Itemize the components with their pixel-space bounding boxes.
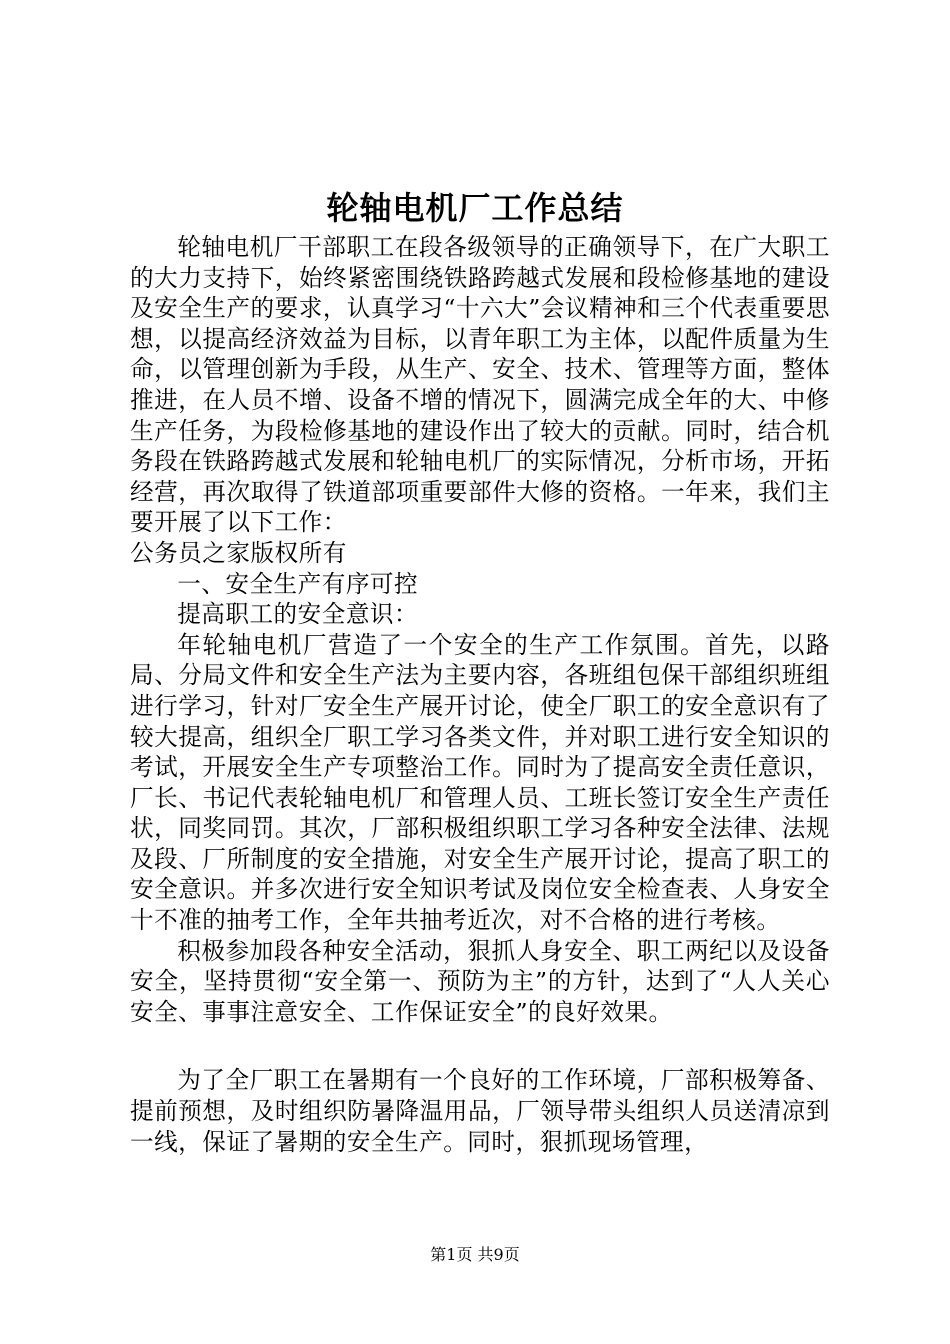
paragraph-safety-atmosphere: 年轮轴电机厂营造了一个安全的生产工作氛围。首先，以路局、分局文件和安全生产法为主要内容，各班组包保干部组织班组进行学习，针对厂安全生产展开讨论，使全厂职工的安全意识有了较大提高，组织全厂职工学习各类文件，并对职工进行安全知识的考试，开展安全生产专项整治工作。同时为了提高安全责任意识，厂长、书记代表轮轴电机厂和管理人员、工班长签订安全生产责任状，同奖同罚。其次，厂部积极组织职工学习各种安全法律、法规及段、厂所制度的安全措施，对安全生产展开讨论，提高了职工的安全意识。并多次进行安全知识考试及岗位安全检查表、人身安全十不准的抽考工作，全年共抽考近次，对不合格的进行考核。 (130, 630, 830, 935)
page-number-footer: 第1页 共9页 (430, 1245, 520, 1264)
subheading-safety-awareness: 提高职工的安全意识： (177, 600, 419, 629)
paragraph-safety-activities: 积极参加段各种安全活动，狠抓人身安全、职工两纪以及设备安全，坚持贯彻“安全第一、预防为主”的方针，达到了“人人关心安全、事事注意安全、工作保证安全”的良好效果。 (130, 936, 830, 1026)
paragraph-intro: 轮轴电机厂干部职工在段各级领导的正确领导下，在广大职工的大力支持下，始终紧密围绕铁路跨越式发展和段检修基地的建设及安全生产的要求，认真学习“十六大”会议精神和三个代表重要思想，以提高经济效益为目标，以青年职工为主体，以配件质量为生命，以管理创新为手段，从生产、安全、技术、管理等方面，整体推进，在人员不增、设备不增的情况下，圆满完成全年的大、中修生产任务，为段检修基地的建设作出了较大的贡献。同时，结合机务段在铁路跨越式发展和轮轴电机厂的实际情况，分析市场，开拓经营，再次取得了铁道部项重要部件大修的资格。一年来，我们主要开展了以下工作： (130, 233, 830, 537)
section-heading-safety: 一、安全生产有序可控 (177, 569, 419, 598)
paragraph-summer-work: 为了全厂职工在暑期有一个良好的工作环境，厂部积极筹备、提前预想，及时组织防暑降温用品，厂领导带头组织人员送清凉到一线，保证了暑期的安全生产。同时，狠抓现场管理， (130, 1066, 830, 1156)
document-title: 轮轴电机厂工作总结 (326, 189, 624, 227)
document-body (130, 232, 830, 1157)
paragraph-copyright-note: 公务员之家版权所有 (130, 538, 347, 567)
